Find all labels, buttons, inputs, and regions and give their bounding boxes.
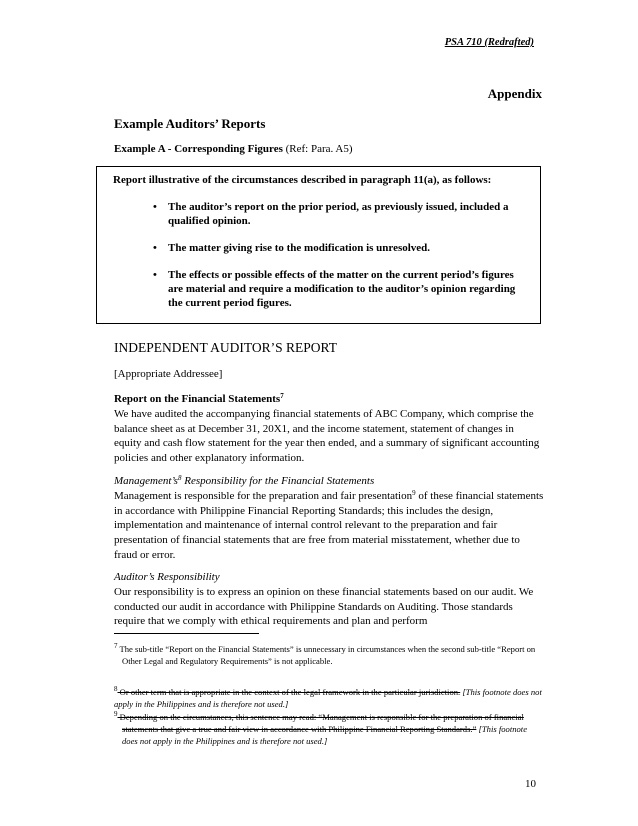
management-section: [114, 474, 544, 563]
fs-heading: Report on the Financial Statements$^7$: [114, 392, 284, 405]
addressee: [Appropriate Addressee]: [114, 368, 223, 380]
bullet-icon: •: [153, 269, 157, 281]
fs-section: [114, 392, 544, 466]
section-title: Example Auditors’ Reports: [114, 116, 266, 131]
example-ref: (Ref: Para. A5): [282, 143, 353, 155]
example-label: Example A - Corresponding Figures: [114, 143, 283, 155]
example-heading: [114, 143, 353, 155]
footnote-number: 9: [114, 710, 118, 718]
list-item-text: The auditor’s report on the prior period, as previously issued, included a qualified opinion.: [168, 201, 509, 227]
bullet-icon: •: [153, 242, 157, 254]
auditor-body: Our responsibility is to express an opinion on these financial statements based on our audit. We conducted our audit in accordance with Philippine Standards on Auditing. Those standards require that we comply with ethical requirements and plan and perform: [114, 585, 534, 628]
standard-reference: PSA 710 (Redrafted): [444, 37, 534, 48]
footnote-number: 7: [114, 642, 118, 650]
footnote-number: 8: [114, 684, 118, 693]
footnote-struck-text: Depending on the circumstances, this sentence may read: “Management is responsible for the preparation of financial statements that give a true and fair view in accordance with Philippine Financial Reporting Standards.”: [117, 712, 524, 734]
list-item: [113, 241, 524, 255]
bullet-icon: •: [153, 201, 157, 213]
circumstances-box: [96, 166, 541, 324]
footnote-struck-text: Or other term that is appropriate in the context of the legal framework in the particular jurisdiction.: [117, 686, 461, 697]
appendix-title: Appendix: [487, 86, 542, 101]
auditor-heading: Auditor’s Responsibility: [114, 571, 220, 583]
auditor-section: [114, 570, 544, 629]
list-item: [113, 268, 524, 310]
footnote-ref: 8: [177, 474, 182, 482]
footnote-note: [This footnote does not apply in the Philippines and is therefore not used.]: [114, 686, 542, 709]
management-heading: $Management’s^8$ Responsibility for the Financial Statements: [114, 474, 375, 487]
footnote-ref: 9: [412, 488, 416, 497]
footnote-9: [114, 711, 542, 747]
footnote-ref: 7: [280, 392, 284, 400]
footnote-text: The sub-title “Report on the Financial Statements” is unnecessary in circumstances when the second sub-title “Report on Other Legal and Regulatory Requirements” is not applicable.: [119, 644, 536, 666]
list-item-text: The matter giving rise to the modification is unresolved.: [168, 242, 431, 254]
list-item-text: The effects or possible effects of the matter on the current period’s figures are material and require a modification to the auditor’s opinion regarding the current period figures.: [168, 269, 516, 309]
management-body: Management is responsible for the preparation and fair presentation$^9$ of these financial statements in accordance with Philippine Financial Reporting Standards; this includes the design, implementation and maintenance of internal control relevant to the preparation and fair presentation of financial statements that are free from material misstatement, whether due to fraud or error.: [114, 488, 544, 561]
fs-body: We have audited the accompanying financial statements of ABC Company, which comprise the balance sheet as at December 31, 20X1, and the income statement, statement of changes in equity and cash flow statement for the year then ended, and a summary of significant accounting policies and other explanatory information.: [114, 407, 540, 465]
page-number: 10: [525, 778, 536, 790]
report-title: INDEPENDENT AUDITOR’S REPORT: [114, 340, 337, 355]
footnote-divider: [114, 633, 259, 634]
footnote-note: [This footnote does not apply in the Philippines and is therefore not used.]: [122, 724, 528, 746]
box-intro: Report illustrative of the circumstances described in paragraph 11(a), as follows:: [113, 174, 492, 186]
list-item: [113, 200, 524, 228]
footnote-7: [114, 643, 542, 667]
circumstances-list: [113, 200, 524, 310]
